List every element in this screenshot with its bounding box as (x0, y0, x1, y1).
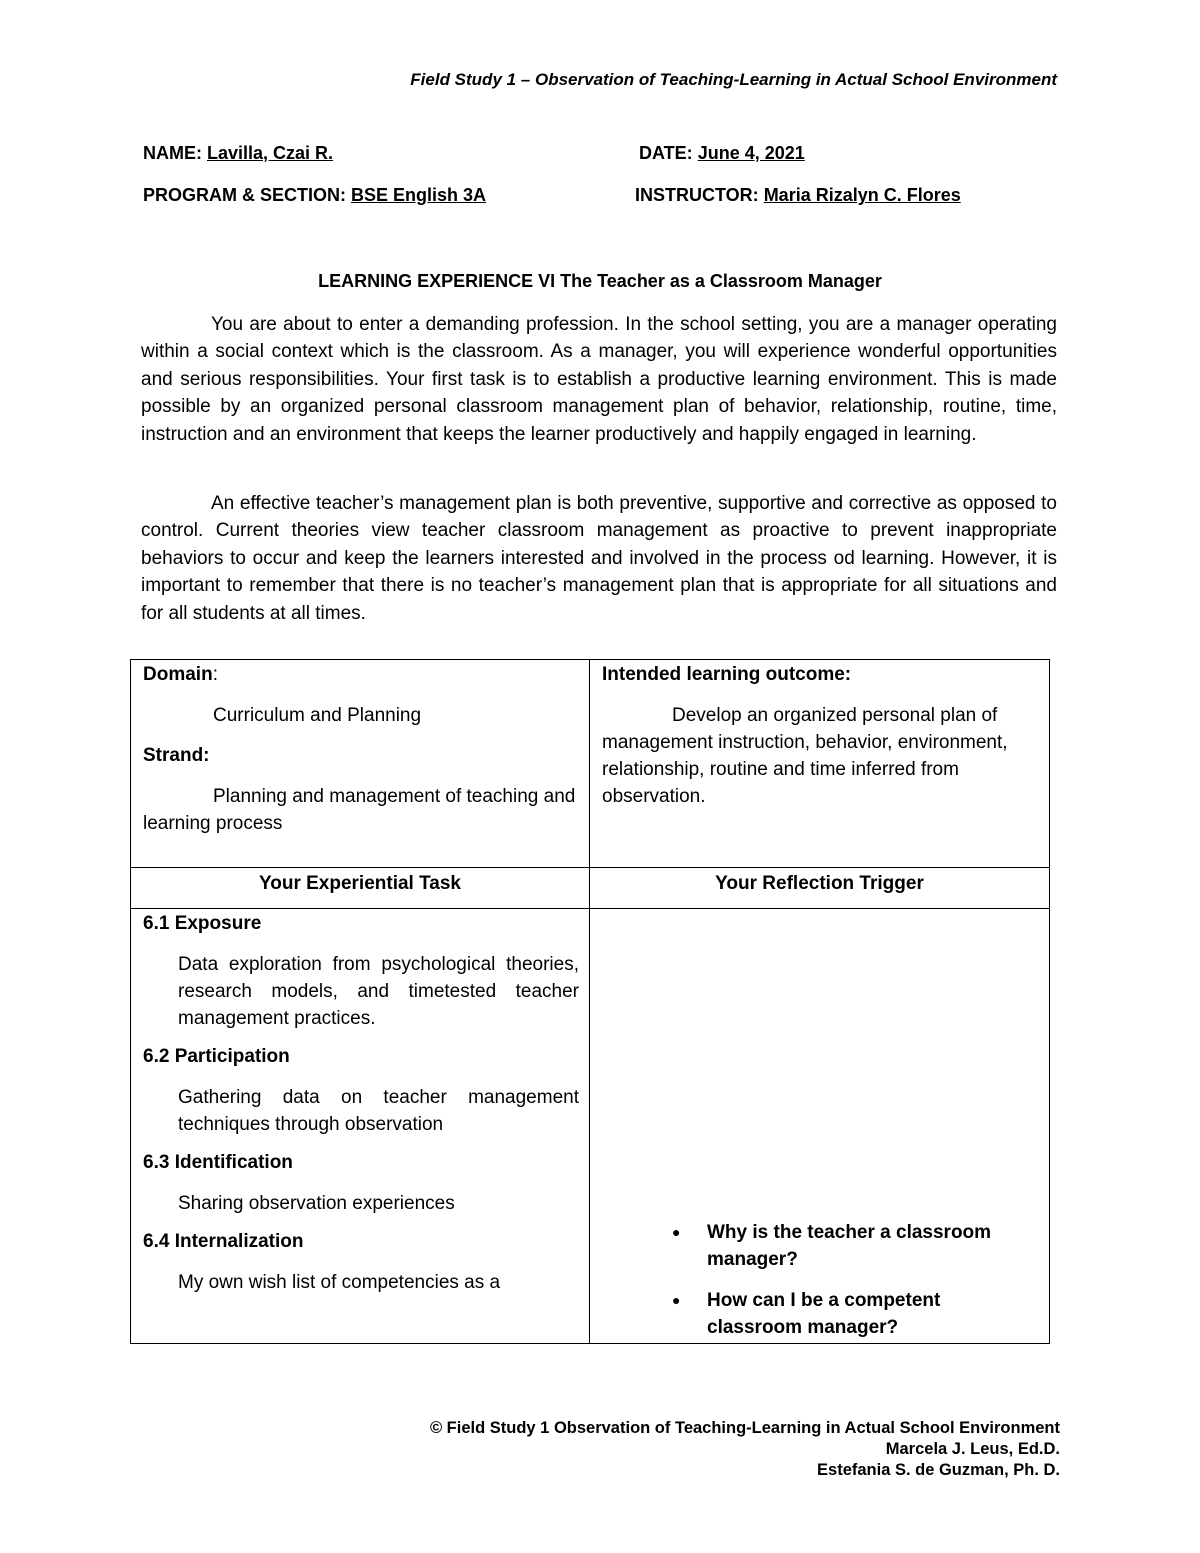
domain-cell (131, 660, 590, 868)
name-label: NAME: (143, 143, 202, 163)
program-value: BSE English 3A (351, 185, 487, 205)
task-heading-participation: 6.2 Participation (143, 1046, 290, 1067)
task-body-internalization: My own wish list of competencies as a (178, 1272, 501, 1293)
date-label: DATE: (639, 143, 693, 163)
instructor-label: INSTRUCTOR: (635, 185, 759, 205)
reflection-column-header: Your Reflection Trigger (590, 868, 1050, 909)
running-header: Field Study 1 – Observation of Teaching-Learning in Actual School Environment (410, 70, 1057, 89)
reflection-bullet: ● Why is the teacher a classroom manager? (672, 1219, 1032, 1273)
instructor-value: Maria Rizalyn C. Flores (763, 185, 961, 205)
task-body-identification: Sharing observation experiences (178, 1193, 455, 1214)
reflection-bullet: ● How can I be a competent classroom manager? (672, 1287, 1032, 1341)
task-body-participation: Gathering data on teacher management techniques through observation (178, 1087, 579, 1135)
reflection-trigger-list (672, 1219, 1032, 1355)
task-column-header: Your Experiential Task (131, 868, 590, 909)
footer-copyright: © Field Study 1 Observation of Teaching-Learning in Actual School Environment (429, 1419, 1060, 1437)
tasks-cell (131, 909, 590, 1344)
page-title: LEARNING EXPERIENCE VI The Teacher as a Classroom Manager (318, 271, 882, 291)
task-heading-identification: 6.3 Identification (143, 1152, 293, 1173)
task-heading-exposure: 6.1 Exposure (143, 913, 262, 934)
page-footer (430, 1418, 1060, 1481)
name-value: Lavilla, Czai R. (207, 143, 334, 163)
outcome-value: Develop an organized personal plan of management instruction, behavior, environment, relationship, routine and time inferred from observation. (602, 705, 1008, 807)
domain-label: Domain (143, 664, 213, 685)
name-date-row (143, 143, 805, 164)
strand-value: Planning and management of teaching and learning process (143, 786, 576, 834)
outcome-cell (590, 660, 1050, 868)
domain-value: Curriculum and Planning (213, 705, 422, 726)
program-label: PROGRAM & SECTION: (143, 185, 347, 205)
intro-paragraph-1: You are about to enter a demanding profession. In the school setting, you are a manager operating within a social context which is the classroom. As a manager, you will experience wonderful opportunities and serious responsibilities. Your first task is to establish a productive learning environment. This is made possible by an organized personal classroom management plan of behavior, relationship, routine, time, instruction and an environment that keeps the learner productively and happily engaged in learning. (141, 314, 1057, 445)
footer-author-2: Estefania S. de Guzman, Ph. D. (817, 1461, 1060, 1479)
intro-paragraph-2: An effective teacher’s management plan is both preventive, supportive and corrective as opposed to control. Current theories view teacher classroom management as proactive to prevent inappropriate behaviors to occur and keep the learners interested and involved in the process od learning. However, it is important to remember that there is no teacher’s management plan that is appropriate for all situations and for all students at all times. (141, 493, 1057, 624)
footer-author-1: Marcela J. Leus, Ed.D. (885, 1440, 1060, 1458)
outcome-label: Intended learning outcome: (602, 664, 852, 685)
task-heading-internalization: 6.4 Internalization (143, 1231, 304, 1252)
date-value: June 4, 2021 (697, 143, 805, 163)
domain-colon: : (212, 664, 218, 685)
program-instructor-row (143, 185, 961, 206)
strand-label: Strand: (143, 745, 210, 766)
task-body-exposure: Data exploration from psychological theories, research models, and timetested teacher management practices. (178, 954, 579, 1029)
